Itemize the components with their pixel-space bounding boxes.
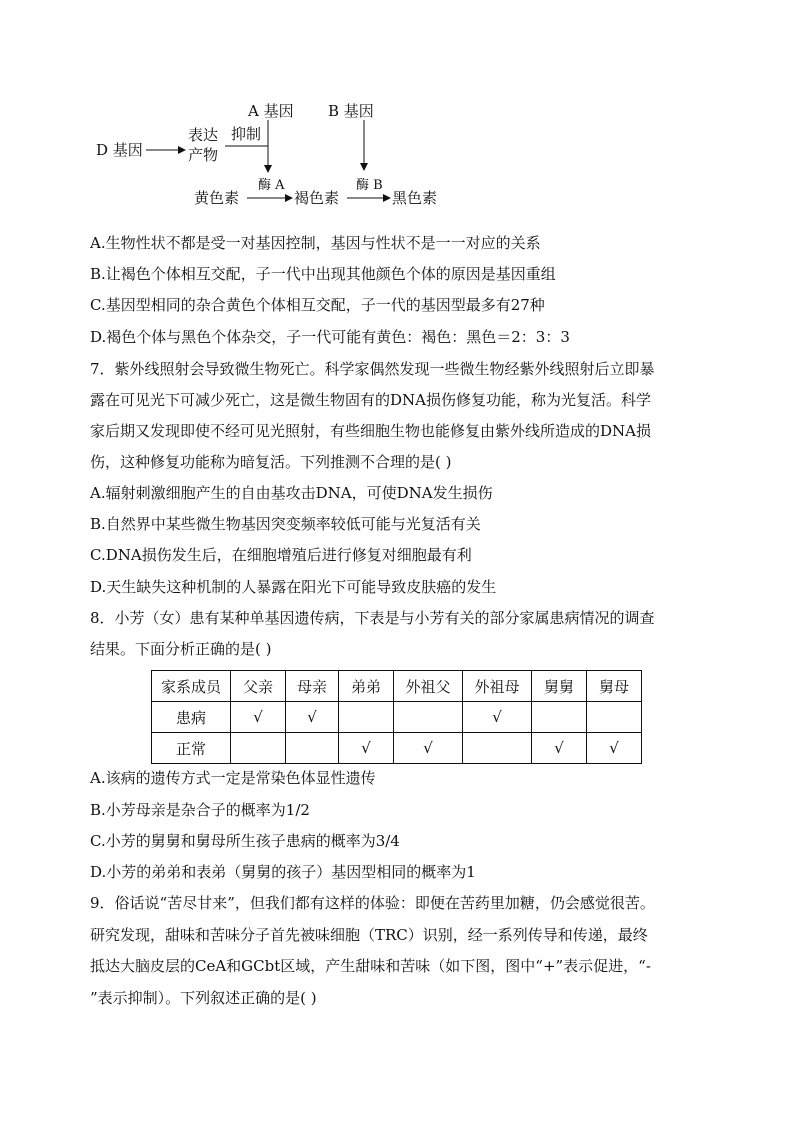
q9-stem-line4: ”表示抑制）。下列叙述正确的是( ) [90, 989, 317, 1007]
table-row-label: 患病 [152, 702, 231, 733]
table-cell: √ [286, 702, 339, 733]
table-cell: √ [231, 702, 286, 733]
table-header-cell: 舅母 [587, 671, 642, 702]
table-cell [339, 702, 394, 733]
enzyme-a-label: 酶 A [258, 178, 285, 193]
table-row [152, 702, 642, 733]
q9-stem-line3: 抵达大脑皮层的CeA和GCbt区域，产生甜味和苦味（如下图，图中“+”表示促进，“- [90, 957, 651, 975]
gene-b-label: B 基因 [328, 102, 374, 120]
gene-pathway-diagram [0, 0, 794, 230]
q8-option-b: B.小芳母亲是杂合子的概率为1/2 [90, 801, 310, 819]
q8-option-c: C.小芳的舅舅和舅母所生孩子患病的概率为3/4 [90, 832, 400, 850]
table-header-cell: 舅舅 [532, 671, 587, 702]
table-cell: √ [532, 733, 587, 764]
q9-stem-line1: 9．俗话说“苦尽甘来”，但我们都有这样的体验：即便在苦药里加糖，仍会感觉很苦。 [90, 894, 655, 912]
table-cell: √ [339, 733, 394, 764]
q7-option-b: B.自然界中某些微生物基因突变频率较低可能与光复活有关 [90, 515, 481, 533]
yellow-pigment-label: 黄色素 [194, 189, 240, 207]
expression-product-line1: 表达 [188, 126, 219, 144]
brown-pigment-label: 褐色素 [294, 189, 340, 207]
expression-product-line2: 产物 [188, 146, 219, 164]
table-cell: √ [463, 702, 532, 733]
q7-stem-line1: 7．紫外线照射会导致微生物死亡。科学家偶然发现一些微生物经紫外线照射后立即暴 [90, 360, 655, 378]
table-header-cell: 家系成员 [152, 671, 231, 702]
q6-option-a: A.生物性状不都是受一对基因控制，基因与性状不是一一对应的关系 [90, 234, 541, 252]
table-cell [532, 702, 587, 733]
table-cell [231, 733, 286, 764]
family-survey-table [151, 670, 642, 764]
q8-stem-line2: 结果。下面分析正确的是( ) [90, 640, 272, 658]
q8-option-d: D.小芳的弟弟和表弟（舅舅的孩子）基因型相同的概率为1 [90, 863, 476, 881]
q8-stem-line1: 8．小芳（女）患有某种单基因遗传病，下表是与小芳有关的部分家属患病情况的调查 [90, 609, 655, 627]
table-cell: √ [587, 733, 642, 764]
table-header-cell: 父亲 [231, 671, 286, 702]
table-header-row [152, 671, 642, 702]
q6-option-b: B.让褐色个体相互交配，子一代中出现其他颜色个体的原因是基因重组 [90, 265, 556, 283]
inhibit-label: 抑制 [231, 125, 262, 143]
gene-d-label: D 基因 [96, 141, 143, 159]
q6-option-d: D.褐色个体与黑色个体杂交，子一代可能有黄色：褐色：黑色＝2：3：3 [90, 328, 570, 346]
q9-stem-line2: 研究发现，甜味和苦味分子首先被味细胞（TRC）识别，经一系列传导和传递，最终 [90, 926, 648, 944]
table-header-cell: 母亲 [286, 671, 339, 702]
table-header-cell: 外祖母 [463, 671, 532, 702]
q7-stem-line4: 伤，这种修复功能称为暗复活。下列推测不合理的是( ) [90, 453, 452, 471]
q7-option-a: A.辐射刺激细胞产生的自由基攻击DNA，可使DNA发生损伤 [90, 484, 493, 502]
enzyme-b-label: 酶 B [356, 178, 383, 193]
q7-option-c: C.DNA损伤发生后，在细胞增殖后进行修复对细胞最有利 [90, 546, 472, 564]
black-pigment-label: 黑色素 [392, 189, 438, 207]
table-cell [394, 702, 463, 733]
gene-a-label: A 基因 [248, 102, 294, 120]
table-cell [587, 702, 642, 733]
table-header-cell: 外祖父 [394, 671, 463, 702]
table-cell: √ [394, 733, 463, 764]
q8-option-a: A.该病的遗传方式一定是常染色体显性遗传 [90, 769, 376, 787]
table-row-label: 正常 [152, 733, 231, 764]
q7-option-d: D.天生缺失这种机制的人暴露在阳光下可能导致皮肤癌的发生 [90, 578, 497, 596]
q7-stem-line2: 露在可见光下可减少死亡，这是微生物固有的DNA损伤修复功能，称为光复活。科学 [90, 391, 651, 409]
table-header-cell: 弟弟 [339, 671, 394, 702]
q7-stem-line3: 家后期又发现即使不经可见光照射，有些细胞生物也能修复由紫外线所造成的DNA损 [90, 422, 651, 440]
q6-option-c: C.基因型相同的杂合黄色个体相互交配，子一代的基因型最多有27种 [90, 296, 545, 314]
table-cell [463, 733, 532, 764]
table-row [152, 733, 642, 764]
table-cell [286, 733, 339, 764]
